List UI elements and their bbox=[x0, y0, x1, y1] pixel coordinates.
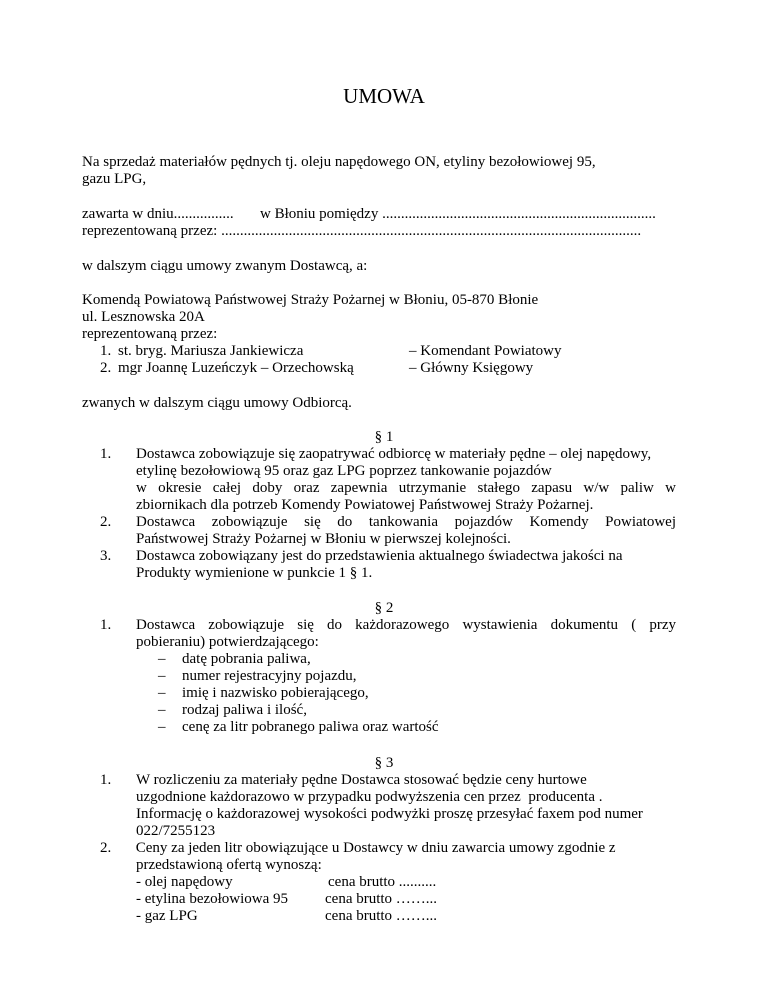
list-number: 1. bbox=[100, 446, 112, 462]
price-value: cena brutto ……... bbox=[325, 891, 438, 907]
price-value: cena brutto ……... bbox=[325, 908, 438, 924]
representative-line: reprezentowaną przez: ................................................................................................................ bbox=[82, 223, 642, 239]
clause-line: Dostawca zobowiązany jest do przedstawienia aktualnego świadectwa jakości na bbox=[136, 548, 623, 564]
person-name: st. bryg. Mariusza Jankiewicza bbox=[118, 343, 304, 359]
clause-line: w okresie całej doby oraz zapewnia utrzymanie stałego zapasu w/w paliw w bbox=[136, 480, 676, 496]
recipient-rep-label: reprezentowaną przez: bbox=[82, 326, 218, 342]
bullet-item: numer rejestracyjny pojazdu, bbox=[182, 668, 357, 684]
dash-bullet: – bbox=[158, 702, 166, 718]
bullet-item: rodzaj paliwa i ilość, bbox=[182, 702, 307, 718]
section-1-heading: § 1 bbox=[374, 429, 394, 445]
clause-line: 022/7255123 bbox=[136, 823, 216, 839]
list-number: 3. bbox=[100, 548, 112, 564]
recipient-definition: zwanych w dalszym ciągu umowy Odbiorcą. bbox=[82, 395, 352, 411]
clause-line: Informację o każdorazowej wysokości podwyżki proszę przesyłać faxem pod numer bbox=[136, 806, 643, 822]
recipient-name: Komendą Powiatową Państwowej Straży Pożarnej w Błoniu, 05-870 Błonie bbox=[82, 292, 539, 308]
clause-line: Produkty wymienione w punkcie 1 § 1. bbox=[136, 565, 373, 581]
list-number: 1. bbox=[100, 617, 112, 633]
dash-bullet: – bbox=[158, 668, 166, 684]
clause-line: pobieraniu) potwierdzającego: bbox=[136, 634, 319, 650]
clause-line: przedstawioną ofertą wynoszą: bbox=[136, 857, 322, 873]
clause-line: Dostawca zobowiązuje się do tankowania pojazdów Komendy Powiatowej bbox=[136, 514, 676, 530]
clause-line: uzgodnione każdorazowo w przypadku podwyższenia cen przez producenta . bbox=[136, 789, 603, 805]
price-value: cena brutto .......... bbox=[328, 874, 437, 890]
bullet-item: datę pobrania paliwa, bbox=[182, 651, 311, 667]
bullet-item: cenę za litr pobranego paliwa oraz wartość bbox=[182, 719, 439, 735]
intro-line-2: gazu LPG, bbox=[82, 171, 147, 187]
person-number: 2. bbox=[100, 360, 112, 376]
dash-bullet: – bbox=[158, 651, 166, 667]
price-fuel: - etylina bezołowiowa 95 bbox=[136, 891, 289, 907]
clause-line: Dostawca zobowiązuje się zaopatrywać odbiorcę w materiały pędne – olej napędowy, bbox=[136, 446, 652, 462]
dash-bullet: – bbox=[158, 685, 166, 701]
document-title: UMOWA bbox=[343, 84, 425, 108]
person-name: mgr Joannę Luzeńczyk – Orzechowską bbox=[118, 360, 354, 376]
section-3-heading: § 3 bbox=[374, 755, 394, 771]
person-role: – Główny Księgowy bbox=[409, 360, 534, 376]
clause-line: zbiornikach dla potrzeb Komendy Powiatowej Państwowej Straży Pożarnej. bbox=[136, 497, 594, 513]
dash-bullet: – bbox=[158, 719, 166, 735]
list-number: 2. bbox=[100, 514, 112, 530]
clause-line: etylinę bezołowiową 95 oraz gaz LPG poprzez tankowanie pojazdów bbox=[136, 463, 552, 479]
clause-line: Dostawca zobowiązuje się do każdorazowego wystawienia dokumentu ( przy bbox=[136, 617, 676, 633]
bullet-item: imię i nazwisko pobierającego, bbox=[182, 685, 369, 701]
contract-date-line: zawarta w dniu................ bbox=[82, 206, 234, 222]
person-number: 1. bbox=[100, 343, 112, 359]
intro-line-1: Na sprzedaż materiałów pędnych tj. oleju napędowego ON, etyliny bezołowiowej 95, bbox=[82, 154, 596, 170]
section-2-heading: § 2 bbox=[374, 600, 394, 616]
recipient-street: ul. Lesznowska 20A bbox=[82, 309, 205, 325]
clause-line: W rozliczeniu za materiały pędne Dostawca stosować będzie ceny hurtowe bbox=[136, 772, 587, 788]
price-fuel: - olej napędowy bbox=[136, 874, 233, 890]
contract-place-line: w Błoniu pomiędzy ......................................................................... bbox=[260, 206, 656, 222]
price-fuel: - gaz LPG bbox=[136, 908, 198, 924]
list-number: 2. bbox=[100, 840, 112, 856]
supplier-definition: w dalszym ciągu umowy zwanym Dostawcą, a: bbox=[82, 258, 368, 274]
clause-line: Ceny za jeden litr obowiązujące u Dostawcy w dniu zawarcia umowy zgodnie z bbox=[132, 840, 616, 856]
person-role: – Komendant Powiatowy bbox=[409, 343, 562, 359]
clause-line: Państwowej Straży Pożarnej w Błoniu w pierwszej kolejności. bbox=[136, 531, 511, 547]
list-number: 1. bbox=[100, 772, 112, 788]
